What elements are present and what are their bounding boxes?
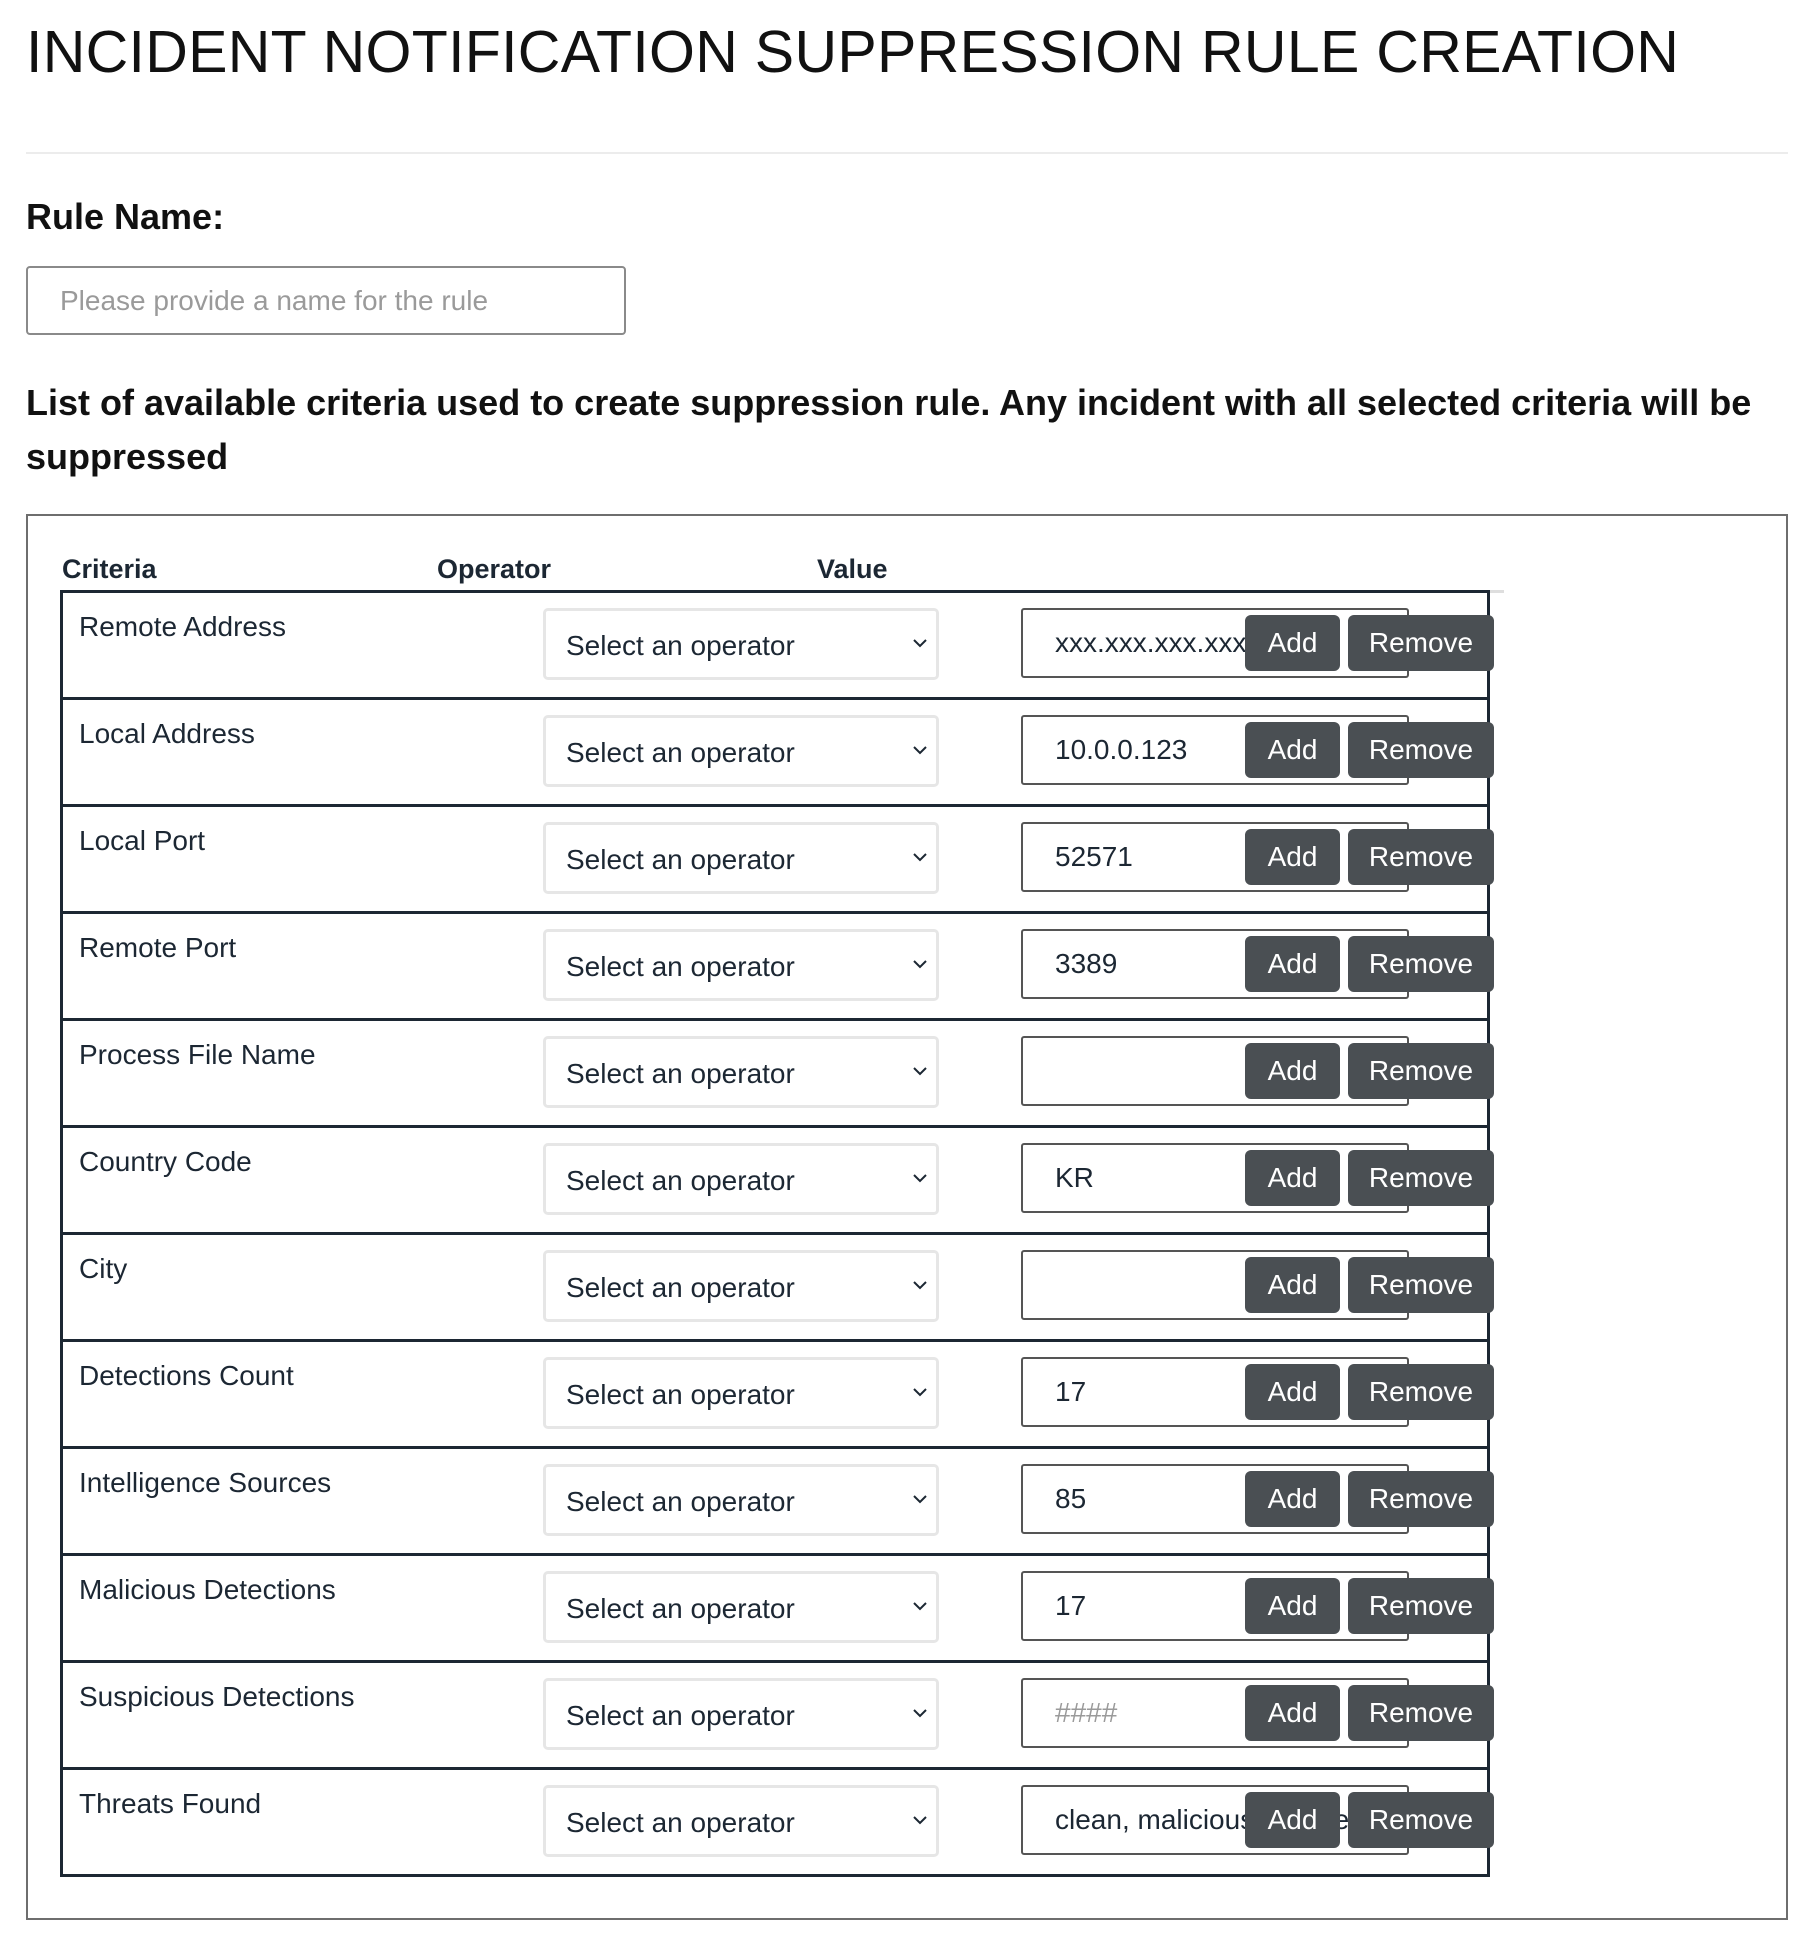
add-button[interactable]: Add (1245, 1150, 1340, 1206)
remove-button[interactable]: Remove (1348, 829, 1494, 885)
add-button[interactable]: Add (1245, 1364, 1340, 1420)
remove-button[interactable]: Remove (1348, 1257, 1494, 1313)
criteria-label: Malicious Detections (79, 1574, 336, 1605)
criteria-label: Intelligence Sources (79, 1467, 332, 1498)
chevron-down-icon (910, 1061, 930, 1081)
add-button[interactable]: Add (1245, 1578, 1340, 1634)
operator-select[interactable] (543, 1357, 939, 1429)
remove-button[interactable]: Remove (1348, 1685, 1494, 1741)
table-row (63, 593, 1487, 700)
operator-select[interactable] (543, 822, 939, 894)
criteria-label: Local Address (79, 718, 255, 749)
remove-button[interactable]: Remove (1348, 1364, 1494, 1420)
chevron-down-icon (910, 954, 930, 974)
operator-select[interactable] (543, 1036, 939, 1108)
add-button[interactable]: Add (1245, 1043, 1340, 1099)
operator-select-value: Select an operator (566, 1379, 795, 1410)
operator-select-value: Select an operator (566, 737, 795, 768)
remove-button[interactable]: Remove (1348, 1578, 1494, 1634)
operator-select[interactable] (543, 608, 939, 680)
operator-select-value: Select an operator (566, 1058, 795, 1089)
remove-button[interactable]: Remove (1348, 1471, 1494, 1527)
table-row (63, 1021, 1487, 1128)
chevron-down-icon (910, 1382, 930, 1402)
add-button[interactable]: Add (1245, 1792, 1340, 1848)
remove-button[interactable]: Remove (1348, 615, 1494, 671)
operator-select[interactable] (543, 1571, 939, 1643)
criteria-label: Suspicious Detections (79, 1681, 355, 1712)
header-operator: Operator (437, 554, 552, 584)
add-button[interactable]: Add (1245, 936, 1340, 992)
chevron-down-icon (910, 1168, 930, 1188)
remove-button[interactable]: Remove (1348, 1150, 1494, 1206)
criteria-label: Local Port (79, 825, 206, 856)
operator-select[interactable] (543, 1678, 939, 1750)
operator-select[interactable] (543, 929, 939, 1001)
table-row (63, 1663, 1487, 1770)
table-row (63, 1235, 1487, 1342)
table-row (63, 1449, 1487, 1556)
title-divider (26, 152, 1788, 154)
chevron-down-icon (910, 1596, 930, 1616)
criteria-table-card (26, 514, 1788, 1920)
remove-button[interactable]: Remove (1348, 722, 1494, 778)
chevron-down-icon (910, 1703, 930, 1723)
remove-button[interactable]: Remove (1348, 936, 1494, 992)
operator-select[interactable] (543, 1464, 939, 1536)
criteria-description: List of available criteria used to create suppression rule. Any incident with all selected criteria will be suppressed (26, 382, 1752, 477)
operator-select[interactable] (543, 1250, 939, 1322)
criteria-label: Threats Found (79, 1788, 262, 1819)
operator-select-value: Select an operator (566, 1486, 795, 1517)
operator-select-value: Select an operator (566, 630, 795, 661)
header-value: Value (817, 554, 888, 584)
operator-select-value: Select an operator (566, 1272, 795, 1303)
add-button[interactable]: Add (1245, 1471, 1340, 1527)
rule-name-label: Rule Name: (26, 196, 225, 237)
remove-button[interactable]: Remove (1348, 1792, 1494, 1848)
criteria-table-body (60, 590, 1490, 1877)
table-header (60, 534, 1760, 588)
add-button[interactable]: Add (1245, 722, 1340, 778)
chevron-down-icon (910, 1489, 930, 1509)
table-row (63, 1128, 1487, 1235)
header-criteria: Criteria (62, 554, 157, 584)
operator-select-value: Select an operator (566, 951, 795, 982)
rule-name-input[interactable] (26, 266, 626, 335)
operator-select[interactable] (543, 715, 939, 787)
criteria-label: City (79, 1253, 128, 1284)
table-row (63, 1342, 1487, 1449)
operator-select[interactable] (543, 1143, 939, 1215)
chevron-down-icon (910, 740, 930, 760)
chevron-down-icon (910, 1275, 930, 1295)
table-row (63, 807, 1487, 914)
chevron-down-icon (910, 633, 930, 653)
operator-select-value: Select an operator (566, 844, 795, 875)
criteria-label: Remote Port (79, 932, 237, 963)
operator-select[interactable] (543, 1785, 939, 1857)
table-row (63, 1770, 1487, 1874)
criteria-label: Country Code (79, 1146, 252, 1177)
page-title: INCIDENT NOTIFICATION SUPPRESSION RULE CREATION (26, 19, 1680, 85)
add-button[interactable]: Add (1245, 615, 1340, 671)
remove-button[interactable]: Remove (1348, 1043, 1494, 1099)
table-row (63, 700, 1487, 807)
add-button[interactable]: Add (1245, 1257, 1340, 1313)
operator-select-value: Select an operator (566, 1593, 795, 1624)
criteria-label: Remote Address (79, 611, 286, 642)
operator-select-value: Select an operator (566, 1165, 795, 1196)
operator-select-value: Select an operator (566, 1700, 795, 1731)
add-button[interactable]: Add (1245, 829, 1340, 885)
criteria-label: Process File Name (79, 1039, 316, 1070)
operator-select-value: Select an operator (566, 1807, 795, 1838)
criteria-label: Detections Count (79, 1360, 294, 1391)
table-row (63, 1556, 1487, 1663)
table-row (63, 914, 1487, 1021)
add-button[interactable]: Add (1245, 1685, 1340, 1741)
chevron-down-icon (910, 847, 930, 867)
chevron-down-icon (910, 1810, 930, 1830)
